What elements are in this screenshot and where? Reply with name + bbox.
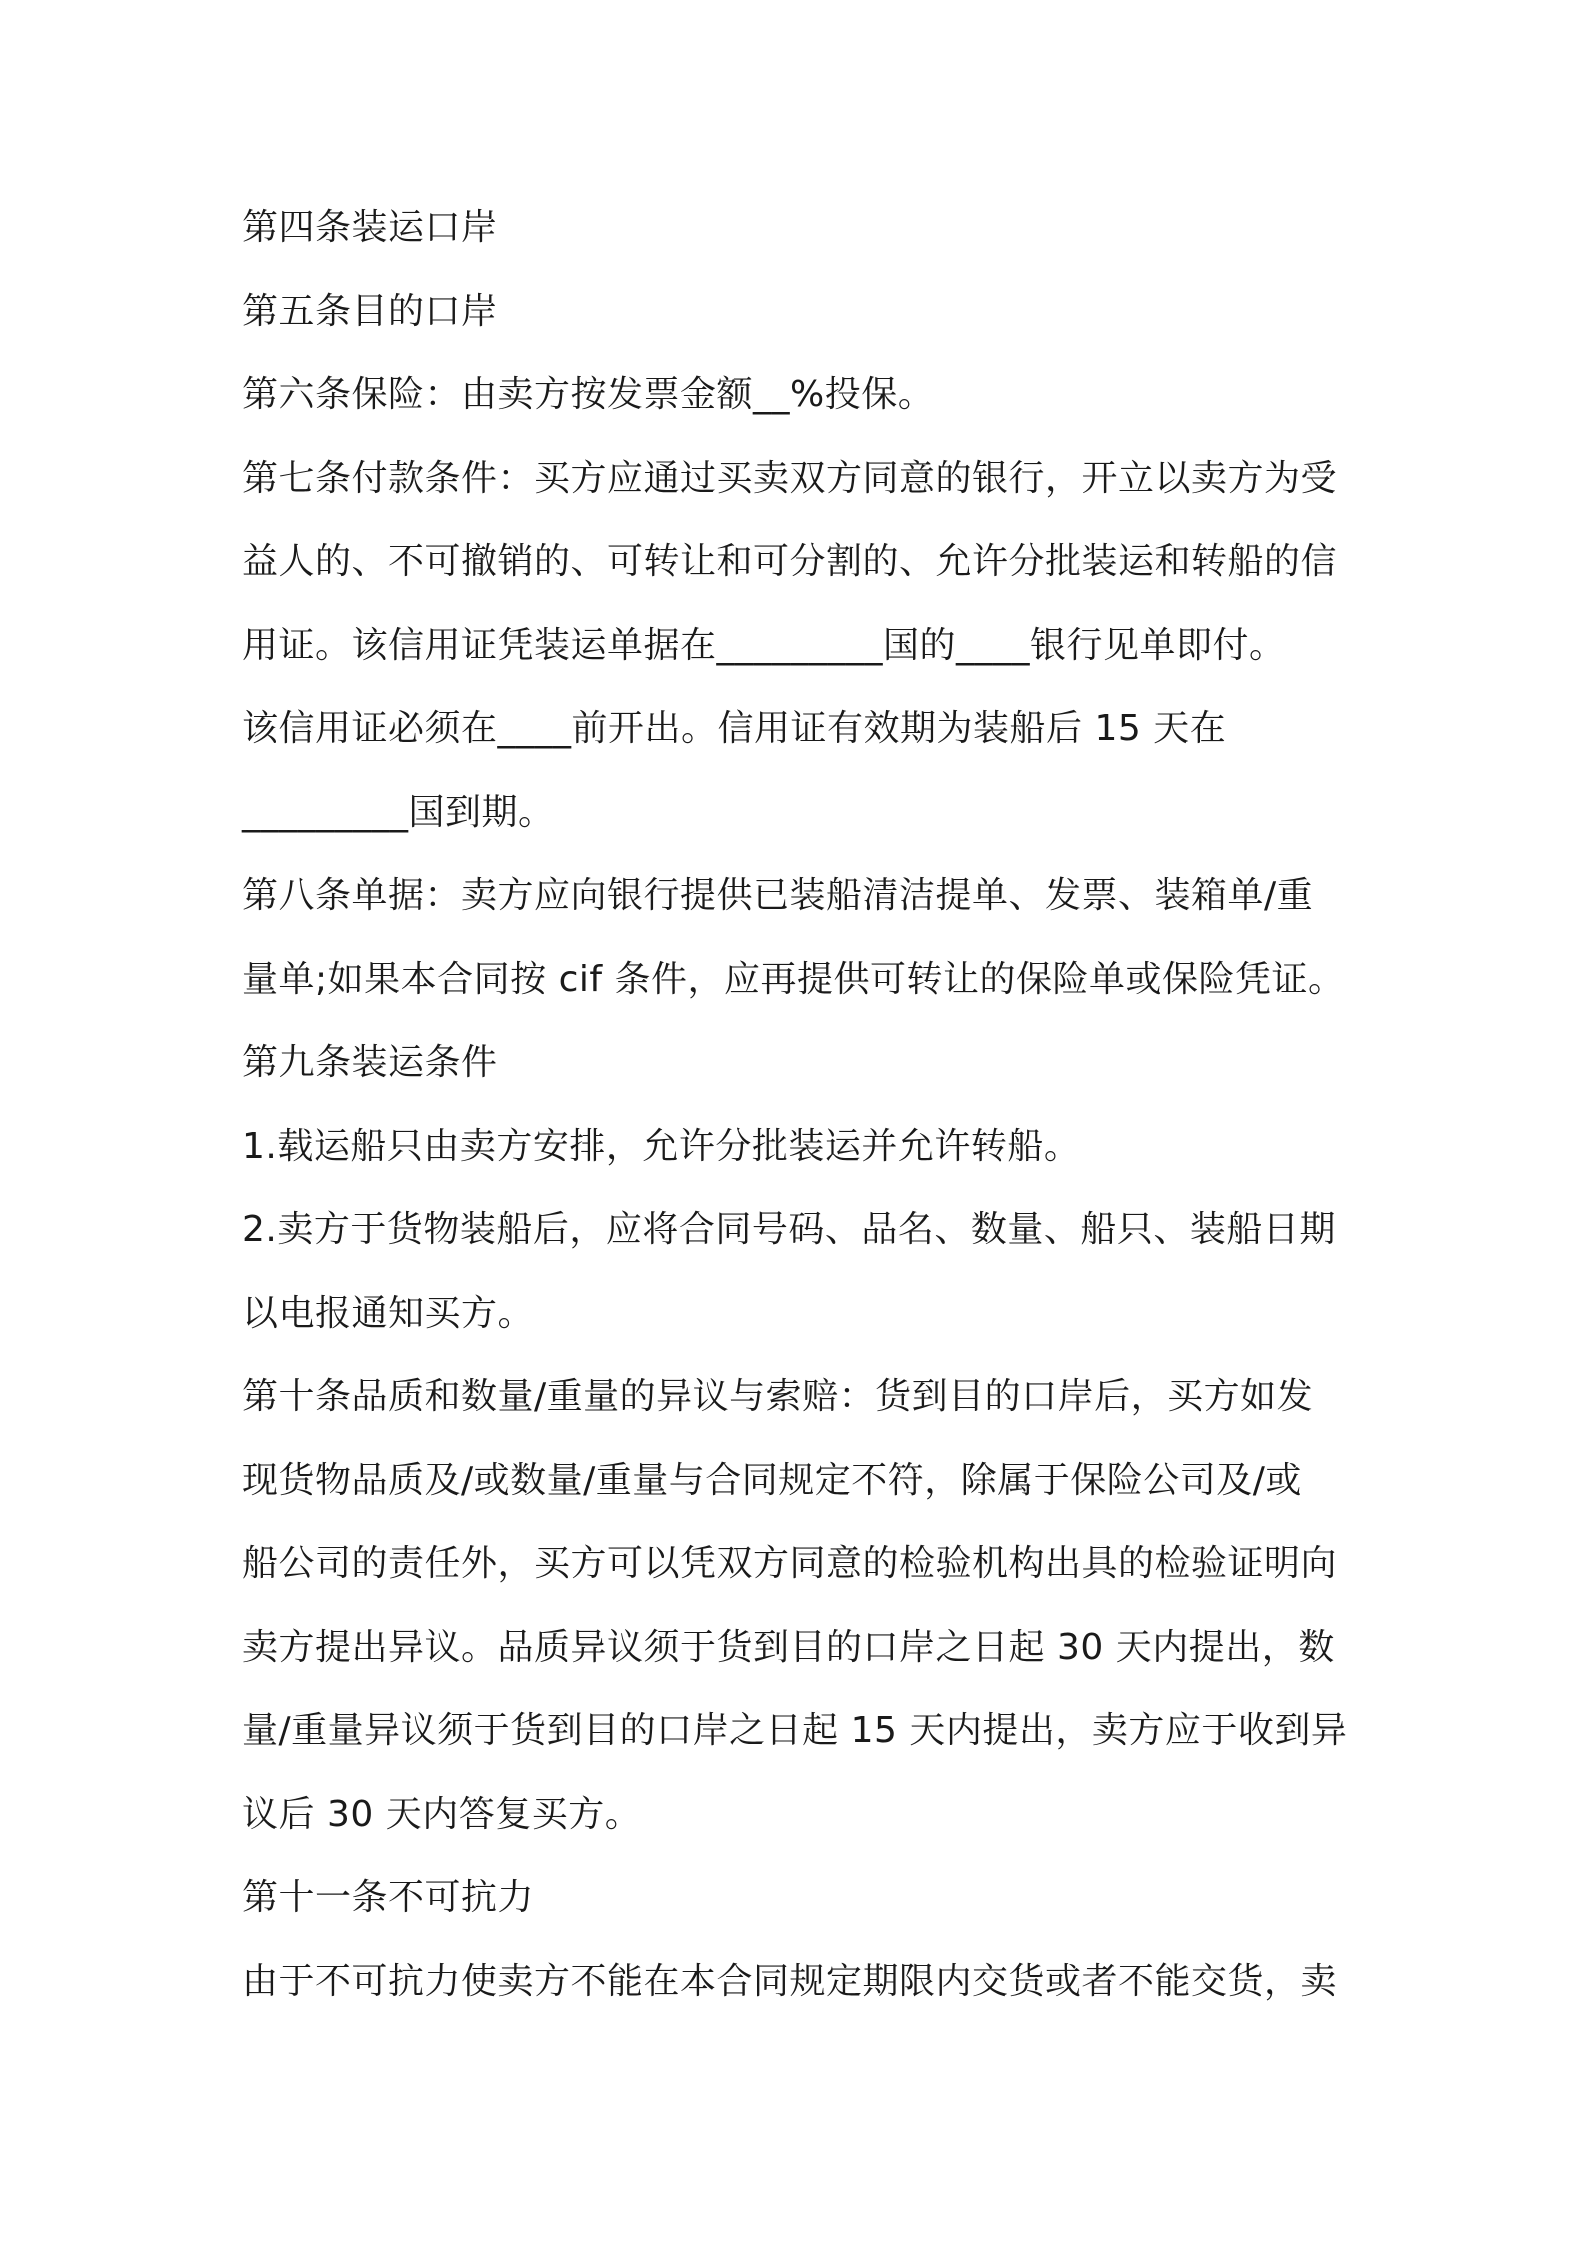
text-line: 益人的、不可撤销的、可转让和可分割的、允许分批装运和转船的信: [242, 541, 1338, 582]
text-line: 第八条单据：卖方应向银行提供已装船清洁提单、发票、装箱单/重: [242, 875, 1314, 916]
text-line: 以电报通知买方。: [242, 1292, 535, 1334]
text-line: 1.载运船只由卖方安排，允许分批装运并允许转船。: [242, 1125, 1081, 1167]
text-line: 第五条目的口岸: [242, 290, 498, 332]
text-line: 船公司的责任外，买方可以凭双方同意的检验机构出具的检验证明向: [242, 1543, 1338, 1584]
text-line: 2.卖方于货物装船后，应将合同号码、品名、数量、船只、装船日期: [242, 1209, 1336, 1250]
text-line: 该信用证必须在____前开出。信用证有效期为装船后 15 天在: [242, 708, 1227, 749]
text-line: 第十条品质和数量/重量的异议与索赔：货到目的口岸后，买方如发: [242, 1376, 1314, 1417]
text-line: 量单;如果本合同按 cif 条件，应再提供可转让的保险单或保险凭证。: [242, 958, 1345, 1000]
text-line: 第七条付款条件：买方应通过买卖双方同意的银行，开立以卖方为受: [242, 457, 1338, 499]
text-line: _________国到期。: [242, 791, 555, 833]
text-line: 用证。该信用证凭装运单据在_________国的____银行见单即付。: [242, 624, 1286, 666]
text-line: 第十一条不可抗力: [242, 1877, 535, 1918]
text-line: 第九条装运条件: [242, 1042, 498, 1083]
text-line: 现货物品质及/或数量/重量与合同规定不符，除属于保险公司及/或: [242, 1459, 1302, 1501]
text-line: 第四条装运口岸: [242, 207, 498, 248]
text-line: 量/重量异议须于货到目的口岸之日起 15 天内提出，卖方应于收到异: [242, 1710, 1348, 1751]
contract-page: [242, 198, 1357, 2035]
text-line: 第六条保险：由卖方按发票金额__%投保。: [242, 374, 935, 415]
text-line: 卖方提出异议。品质异议须于货到目的口岸之日起 30 天内提出，数: [242, 1626, 1335, 1668]
text-line: 由于不可抗力使卖方不能在本合同规定期限内交货或者不能交货，卖: [242, 1960, 1338, 2002]
text-line: 议后 30 天内答复买方。: [242, 1793, 642, 1835]
